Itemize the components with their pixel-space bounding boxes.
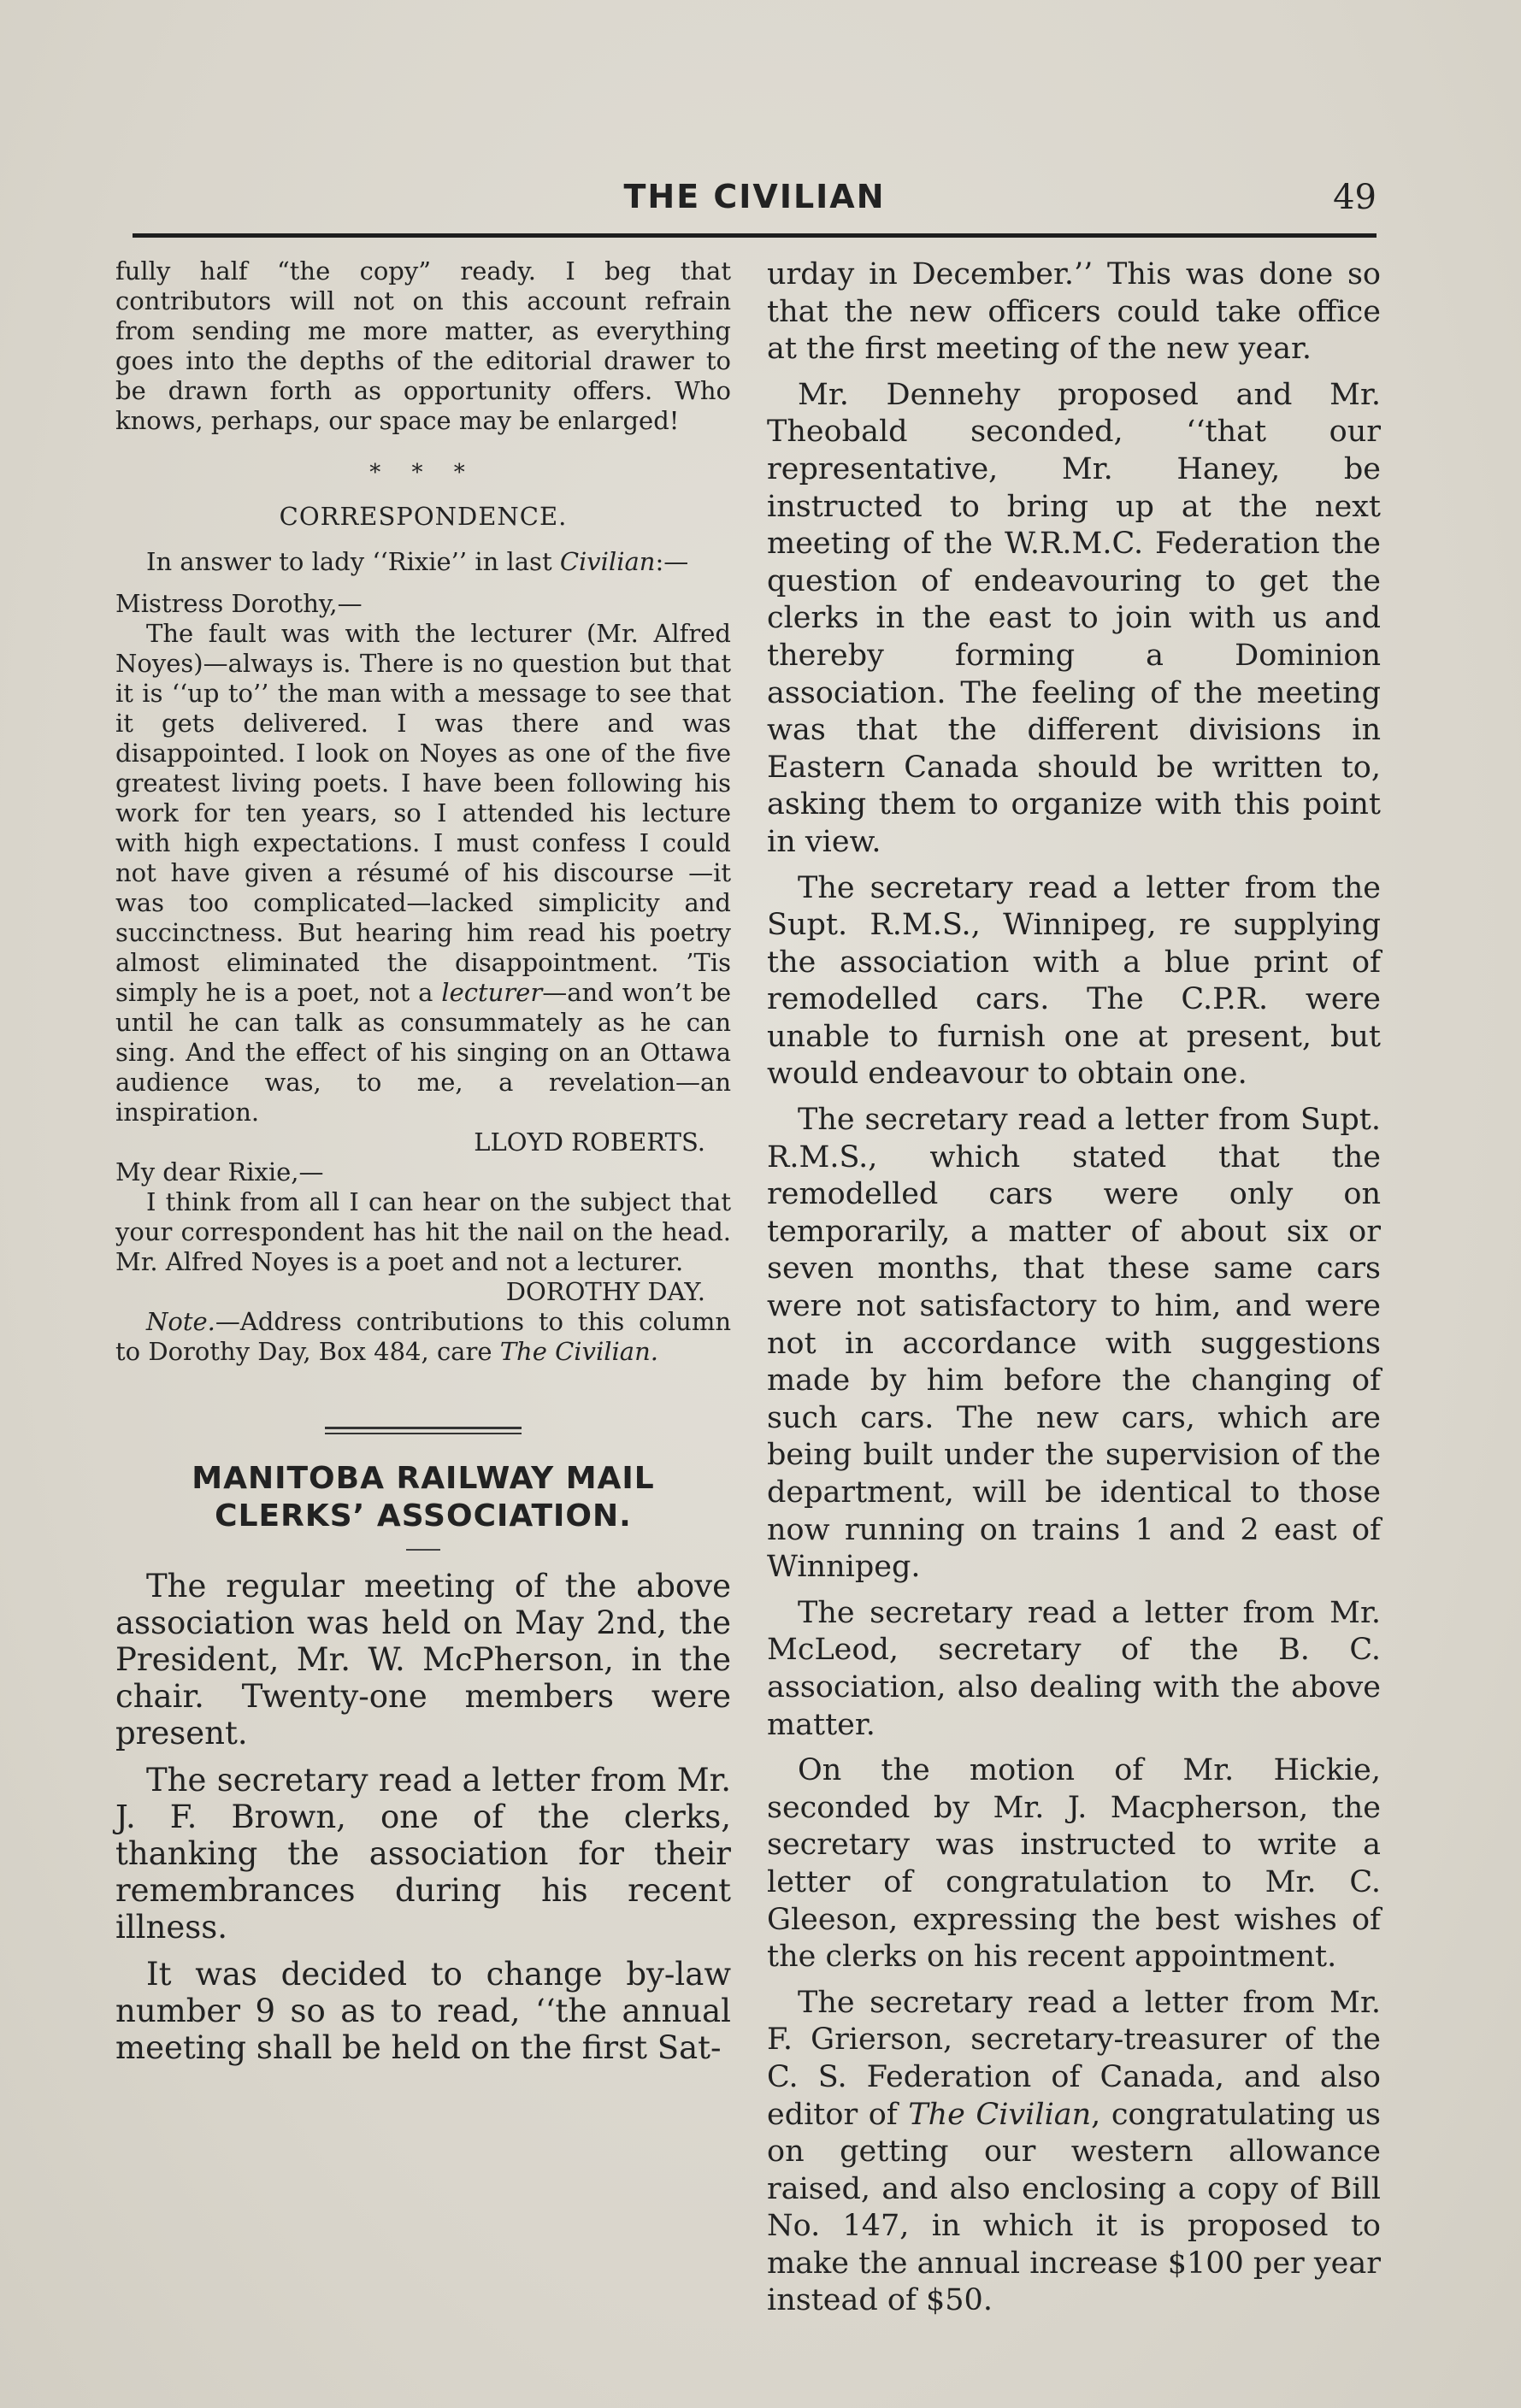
left-column: [115, 256, 731, 2076]
header-rule: [133, 233, 1377, 238]
article-paragraph: The regular meeting of the above association was held on May 2nd, the President, Mr. W. McPherson, in the chair. Twenty-one members were present.: [115, 1568, 731, 1752]
right-column: [767, 256, 1381, 2329]
article-paragraph: urday in December.’’ This was done so that the new officers could take office at the first meeting of the new year.: [767, 257, 1381, 367]
running-title: THE CIVILIAN: [623, 178, 886, 215]
page-header: [133, 178, 1377, 221]
salutation-rixie: My dear Rixie,—: [115, 1157, 324, 1186]
letter-roberts: The fault was with the lecturer (Mr. Alfred Noyes)—always is. There is no question but that it is ‘‘up to’’ the man with a message to see that it gets delivered. I was there and was disappointed. I look on Noyes as one of the five greatest living poets. I have been following his work for ten years, so I attended his lecture with high expectations. I must confess I could not have given a résumé of his discourse —it was too complicated—lacked simplicity and succinctness. But hearing him read his poetry almost eliminated the disappointment. ’Tis simply he is a poet, not a lecturer—and won’t be until he can talk as consummately as he can sing. And the effect of his singing on an Ottawa audience was, to me, a revelation—an inspiration.: [115, 619, 731, 1127]
answer-line: In answer to lady ‘‘Rixie’’ in last Civilian:—: [146, 547, 689, 576]
intro-paragraph: fully half “the copy” ready. I beg that contributors will not on this account refrain from sending me more matter, as everything goes into the depths of the editorial drawer to be drawn forth as opportunity offers. Who knows, perhaps, our space may be enlarged!: [115, 256, 731, 435]
article-title: MANITOBA RAILWAY MAIL CLERKS’ ASSOCIATION.: [192, 1461, 655, 1534]
signature-day: DOROTHY DAY.: [505, 1277, 705, 1306]
article-paragraph: The secretary read a letter from the Supt. R.M.S., Winnipeg, re supplying the association with a blue print of remodelled cars. The C.P.R. were unable to furnish one at present, but would endeavour to obtain one.: [767, 870, 1381, 1092]
title-dash: [406, 1549, 440, 1551]
article-paragraph: On the motion of Mr. Hickie, seconded by Mr. J. Macpherson, the secretary was instructed to write a letter of congratulation to Mr. C. Gleeson, expressing the best wishes of the clerks on his recent appointment.: [767, 1753, 1381, 1975]
salutation-dorothy: Mistress Dorothy,—: [115, 589, 363, 618]
article-body-left: [115, 1568, 731, 2066]
page-number: 49: [1333, 178, 1377, 217]
article-paragraph: The secretary read a letter from Mr. F. Grierson, secretary-treasurer of the C. S. Federation of Canada, and also editor of The Civilian, congratulating us on getting our western allowance raised, and also enclosing a copy of Bill No. 147, in which it is proposed to make the annual increase $100 per year instead of $50.: [767, 1985, 1381, 2318]
section-divider: [325, 1427, 522, 1434]
article-paragraph: The secretary read a letter from Mr. J. F. Brown, one of the clerks, thanking the association for their remembrances during his recent illness.: [115, 1762, 731, 1946]
letter-day: I think from all I can hear on the subject that your correspondent has hit the nail on the head. Mr. Alfred Noyes is a poet and not a lecturer.: [115, 1187, 731, 1276]
correspondence-heading: CORRESPONDENCE.: [279, 502, 568, 531]
editor-note: Note.—Address contributions to this column to Dorothy Day, Box 484, care The Civilian.: [115, 1307, 731, 1366]
article-paragraph: The secretary read a letter from Mr. McLeod, secretary of the B. C. association, also dealing with the above matter.: [767, 1595, 1381, 1742]
article-paragraph: The secretary read a letter from Supt. R.M.S., which stated that the remodelled cars were only on temporarily, a matter of about six or seven months, that these same cars were not satisfactory to him, and were not in accordance with suggestions made by him before the changing of such cars. The new cars, which are being built under the supervision of the department, will be identical to those now running on trains 1 and 2 east of Winnipeg.: [767, 1103, 1381, 1585]
signature-roberts: LLOYD ROBERTS.: [474, 1127, 705, 1157]
section-separator: * * *: [369, 460, 477, 486]
article-paragraph: Mr. Dennehy proposed and Mr. Theobald seconded, ‘‘that our representative, Mr. Haney, be instructed to bring up at the next meeting of the W.R.M.C. Federation the question of endeavouring to get the clerks in the east to join with us and thereby forming a Dominion association. The feeling of the meeting was that the different divisions in Eastern Canada should be written to, asking them to organize with this point in view.: [767, 377, 1381, 859]
article-paragraph: It was decided to change by-law number 9 so as to read, ‘‘the annual meeting shall be held on the first Sat-: [115, 1956, 731, 2066]
